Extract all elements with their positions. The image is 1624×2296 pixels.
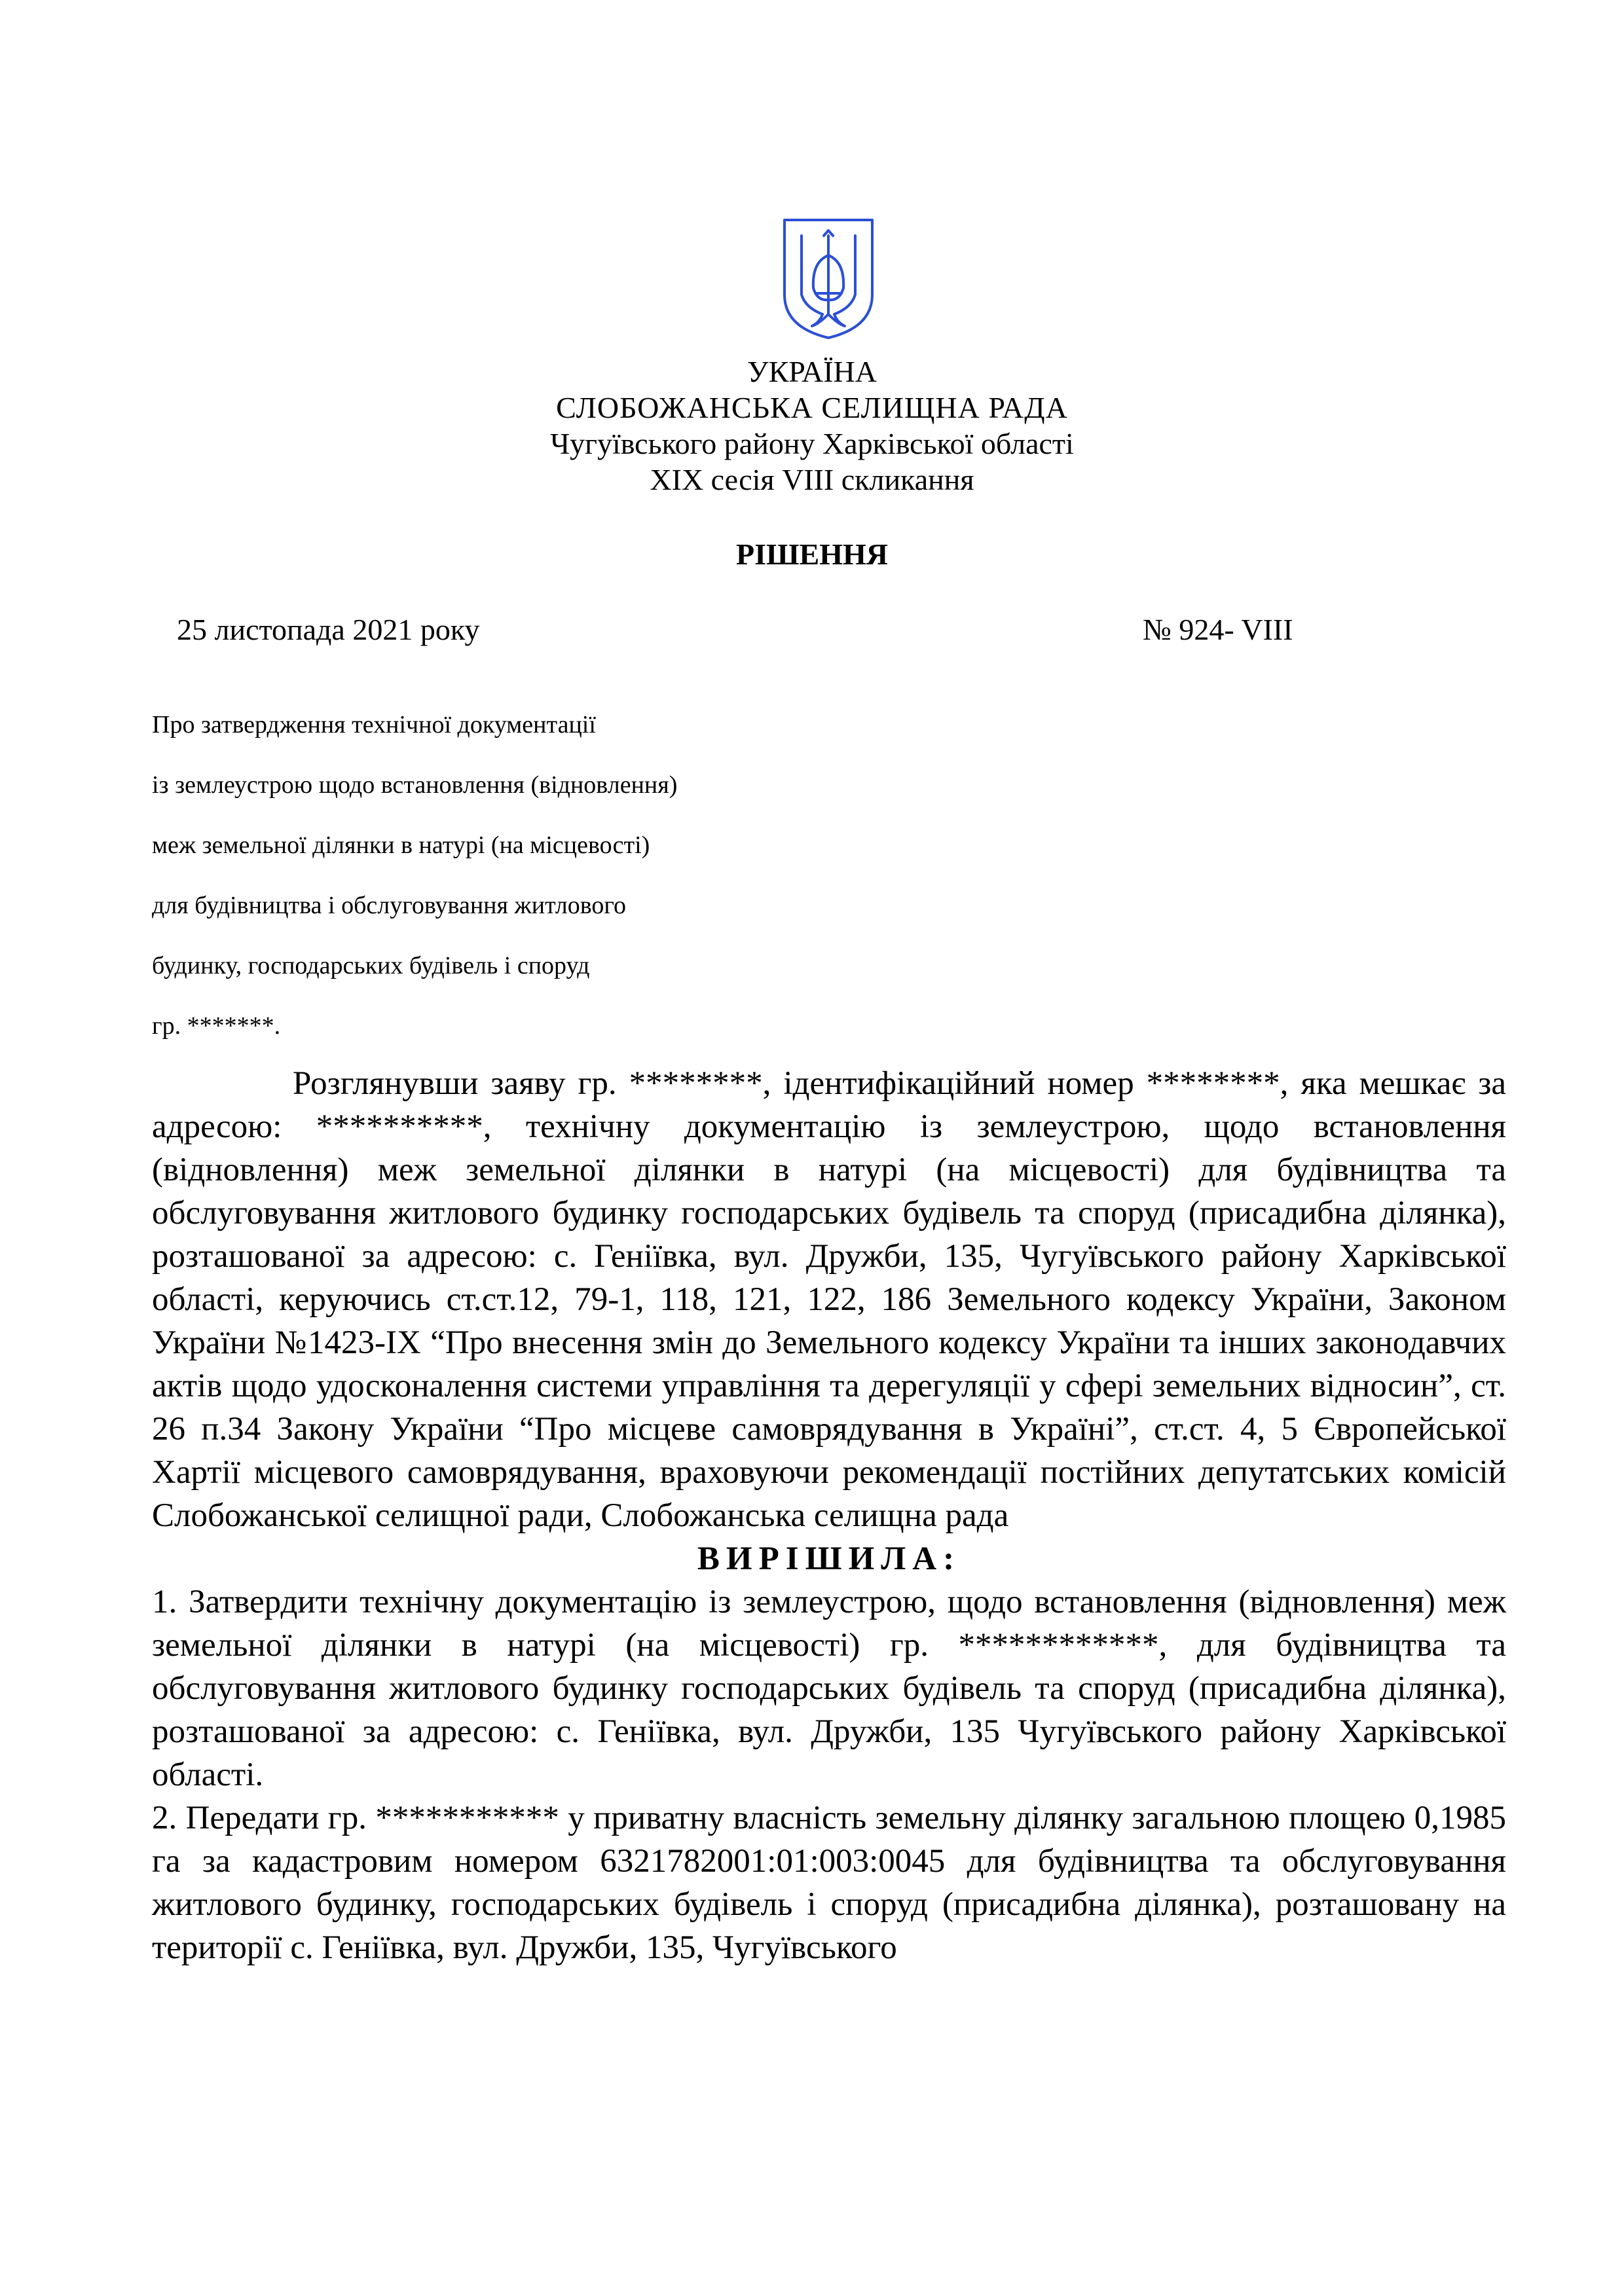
- document-body: [152, 1062, 1506, 1969]
- decision-item: 2. Передати гр. *********** у приватну власність земельну ділянку загальною площею 0,1985 га за кадастровим номером 6321782001:01:003:0045 для будівництва та обслуговування житлового будинку, господарських будівель і споруд (присадибна ділянка), розташовану на території с. Геніївка, вул. Дружби, 135, Чугуївського: [152, 1800, 1506, 1966]
- session-info: XIX сесія VIII скликання: [650, 463, 974, 496]
- decision-date: 25 листопада 2021 року: [177, 613, 480, 646]
- decision-item: 1. Затвердити технічну документацію із землеустрою, щодо встановлення (відновлення) меж земельної ділянки в натурі (на місцевості) гр. ************, для будівництва та обслуговування житлового будинку господарських будівель та споруд (присадибна ділянка), розташованої за адресою: с. Геніївка, вул. Дружби, 135 Чугуївського району Харківської області.: [152, 1584, 1506, 1793]
- decided-heading: ВИРІШИЛА:: [697, 1540, 961, 1577]
- preamble-paragraph: Розглянувши заяву гр. ********, ідентифікаційний номер ********, яка мешкає за адресою: **********, технічну документацію із землеустрою, щодо встановлення (відновлення) меж земельної ділянки в натурі (на місцевості) для будівництва та обслуговування житлового будинку господарських будівель та споруд (присадибна ділянка), розташованої за адресою: с. Геніївка, вул. Дружби, 135, Чугуївського району Харківської області, керуючись ст.ст.12, 79-1, 118, 121, 122, 186 Земельного кодексу України, Законом України №1423-IX “Про внесення змін до Земельного кодексу України та інших законодавчих актів щодо удосконалення системи управління та дерегуляції у сфері земельних відносин”, ст. 26 п.34 Закону України “Про місцеве самоврядування в Україні”, ст.ст. 4, 5 Європейської Хартії місцевого самоврядування, враховуючи рекомендації постійних депутатських комісій Слобожанської селищної ради, Слобожанська селищна рада: [152, 1065, 1506, 1534]
- district-name: Чугуївського району Харківської області: [550, 427, 1074, 460]
- subject-line: будинку, господарських будівель і споруд: [152, 952, 590, 979]
- subject-line: гр. *******.: [152, 1012, 281, 1040]
- document-title: РІШЕННЯ: [736, 538, 888, 571]
- decision-number: № 924- VIII: [1143, 613, 1293, 646]
- subject-line: меж земельної ділянки в натурі (на місцевості): [152, 831, 650, 859]
- subject-line: із землеустрою щодо встановлення (відновлення): [152, 771, 678, 799]
- council-name: СЛОБОЖАНСЬКА СЕЛИЩНА РАДА: [556, 391, 1068, 424]
- subject-line: для будівництва і обслуговування житлового: [152, 892, 627, 919]
- coat-of-arms-icon: [779, 216, 877, 340]
- document-header: [0, 354, 1624, 498]
- country-name: УКРАЇНА: [747, 355, 877, 388]
- subject-line: Про затвердження технічної документації: [152, 711, 596, 738]
- decision-subject: [152, 707, 677, 1068]
